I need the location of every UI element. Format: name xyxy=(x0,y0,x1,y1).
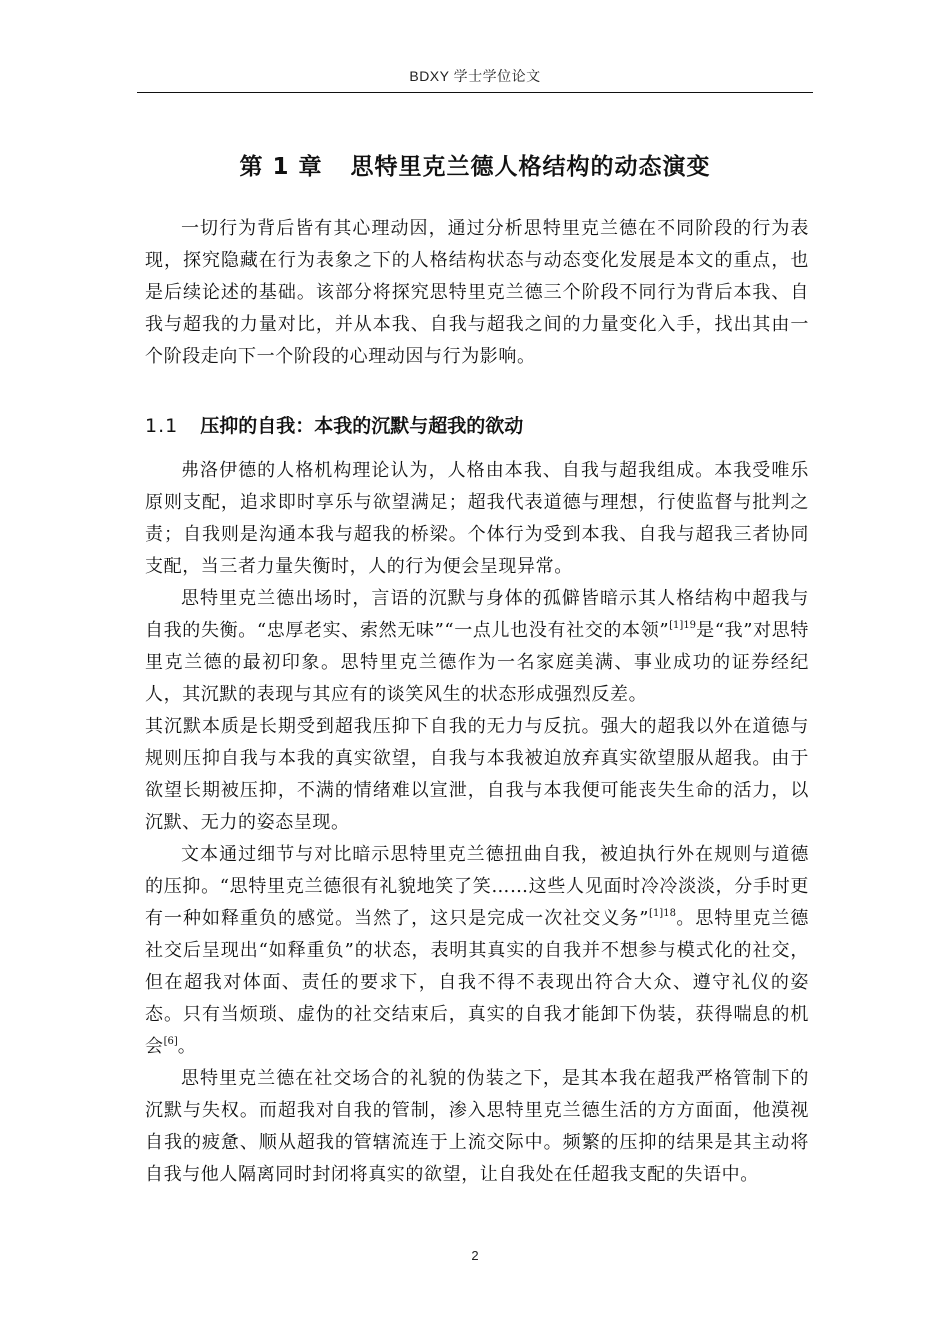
p4-text-c: 。 xyxy=(177,1036,197,1057)
section-number: 1.1 xyxy=(145,415,179,437)
citation-6[interactable]: [6] xyxy=(163,1036,178,1047)
body-paragraph-2 xyxy=(145,583,809,711)
p4-text-a: 文本通过细节与对比暗示思特里克兰德扭曲自我，被迫执行外在规则与道德的压抑。“思特里克兰德很有礼貌地笑了笑……这些人见面时冷冷淡淡，分手时更有一种如释重负的感觉。当然了，这只是完成一次社交义务” xyxy=(145,844,809,929)
body-paragraph-1: 弗洛伊德的人格机构理论认为，人格由本我、自我与超我组成。本我受唯乐原则支配，追求即时享乐与欲望满足；超我代表道德与理想，行使监督与批判之责；自我则是沟通本我与超我的桥梁。个体行为受到本我、自我与超我三者协同支配，当三者力量失衡时，人的行为便会呈现异常。 xyxy=(145,460,809,577)
section-body xyxy=(145,455,809,1191)
chapter-number: 第 1 章 xyxy=(239,154,323,180)
citation-1-19[interactable]: [1]19 xyxy=(669,620,697,631)
body-paragraph-5: 思特里克兰德在社交场合的礼貌的伪装之下，是其本我在超我严格管制下的沉默与失权。而超我对自我的管制，渗入思特里克兰德生活的方方面面，他漠视自我的疲惫、顺从超我的管辖流连于上流交际中。频繁的压抑的结果是其主动将自我与他人隔离同时封闭将真实的欲望，让自我处在任超我支配的失语中。 xyxy=(145,1068,809,1185)
header-rule xyxy=(137,92,813,93)
running-header: BDXY 学士学位论文 xyxy=(409,68,541,84)
citation-1-18[interactable]: [1]18 xyxy=(649,908,676,919)
p2-text-a: 思特里克兰德出场时，言语的沉默与身体的孤僻皆暗示其人格结构中超我与自我的失衡。“忠厚老实、索然无味”“一点儿也没有社交的本领” xyxy=(145,588,809,641)
page-number: 2 xyxy=(471,1248,479,1263)
p4-text-b: 。思特里克兰德社交后呈现出“如释重负”的状态，表明其真实的自我并不想参与模式化的社交，但在超我对体面、责任的要求下，自我不得不表现出符合大众、遵守礼仪的姿态。只有当烦琐、虚伪的社交结束后，真实的自我才能卸下伪装，获得喘息的机会 xyxy=(145,908,810,1057)
body-paragraph-3: 其沉默本质是长期受到超我压抑下自我的无力与反抗。强大的超我以外在道德与规则压抑自我与本我的真实欲望，自我与本我被迫放弃真实欲望服从超我。由于欲望长期被压抑，不满的情绪难以宣泄，自我与本我便可能丧失生命的活力，以沉默、无力的姿态呈现。 xyxy=(145,716,809,833)
p2-text-b: 是“我”对思特里克兰德的最初印象。思特里克兰德作为一名家庭美满、事业成功的证券经纪人，其沉默的表现与其应有的谈笑风生的状态形成强烈反差。 xyxy=(145,620,809,705)
chapter-title xyxy=(137,148,813,181)
chapter-name: 思特里克兰德人格结构的动态演变 xyxy=(350,154,711,180)
section-name: 压抑的自我：本我的沉默与超我的欲动 xyxy=(200,415,524,437)
body-paragraph-4 xyxy=(145,839,809,1063)
intro-block xyxy=(145,213,809,373)
section-heading xyxy=(145,411,809,438)
intro-paragraph: 一切行为背后皆有其心理动因，通过分析思特里克兰德在不同阶段的行为表现，探究隐藏在行为表象之下的人格结构状态与动态变化发展是本文的重点，也是后续论述的基础。该部分将探究思特里克兰德三个阶段不同行为背后本我、自我与超我的力量对比，并从本我、自我与超我之间的力量变化入手，找出其由一个阶段走向下一个阶段的心理动因与行为影响。 xyxy=(145,218,809,367)
